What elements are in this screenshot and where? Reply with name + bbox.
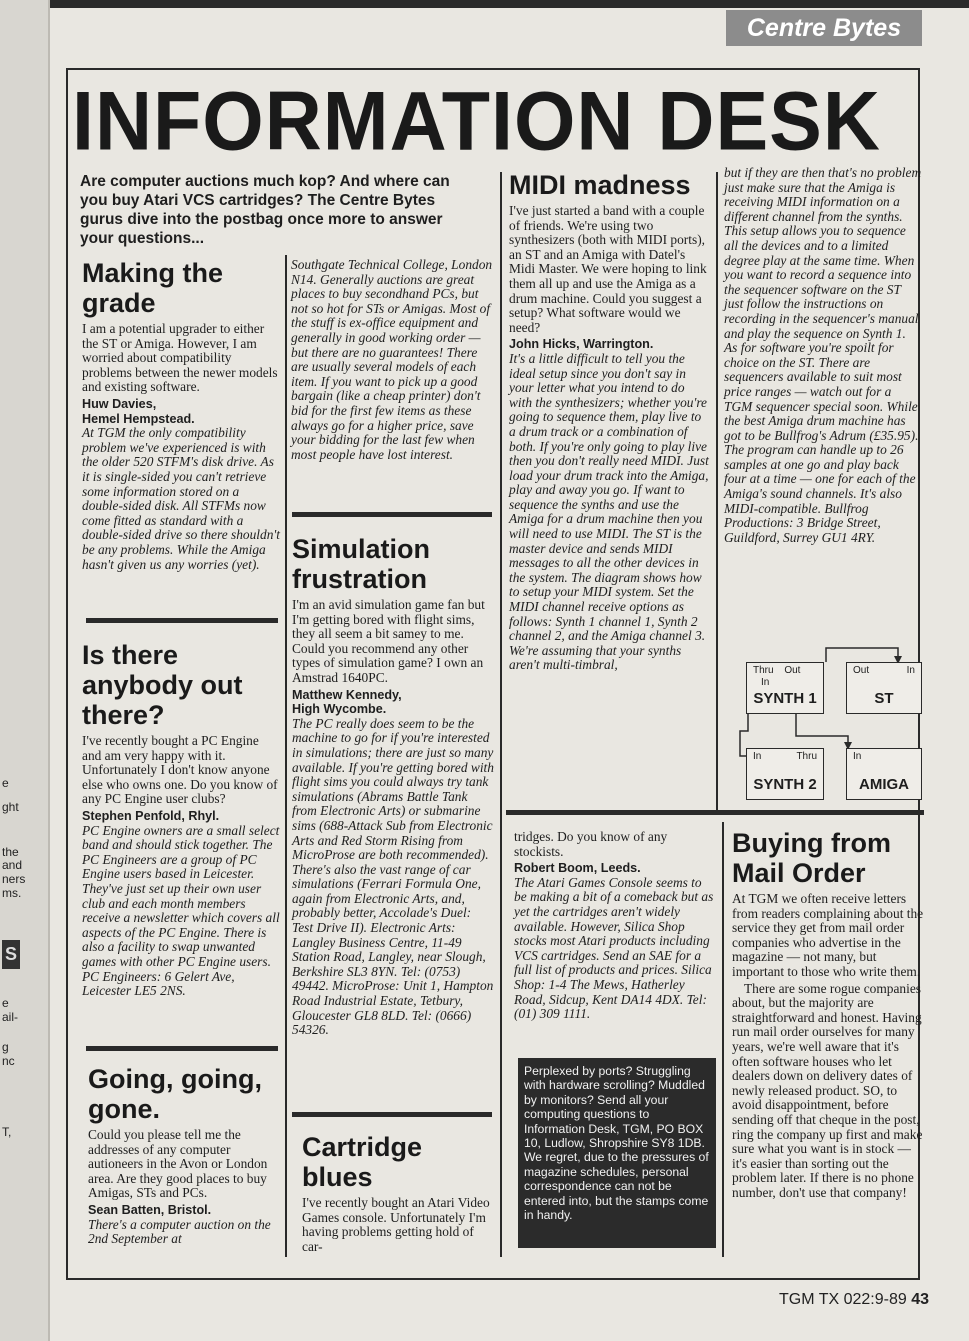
port-label: Out	[853, 665, 870, 676]
port-label: In	[906, 665, 915, 676]
body-text: There are some rogue companies about, but the majority are straightforward and honest. Having run mail order ourselves for many years, we're well aware that it's often software houses who let dealers down on delivery dates of newly released product. SO, to avoid disappointment, before sending off that cheque in the post, ring the company up first and make sure what you want is in stock — it's easier than sorting out the problem later. If there is no phone number, don't use that company!	[732, 980, 923, 1200]
heading-going-going-gone: Going, going, gone.	[88, 1064, 262, 1124]
answer-text: It's a little difficult to tell you the ideal setup since you don't say in your letter what you intend to do with the synthesizers; whether you're going to sequence them, play live to a drum track or a combination of both. If you're only going to play live then you don't really need MIDI. Just load your drum track into the Amiga, play and away you go. If want to sequence the synths and use the Amiga for a drum machine then you will need to use MIDI. The ST is the master device and sends MIDI messages to all the other devices in the system. The diagram shows how to setup your MIDI system. Set the MIDI channel receive options as follows: Synth 1 channel 1, Synth 2 channel 2, and the Amiga channel 3. We're assuming that your synths aren't multi-timbral,	[509, 350, 709, 673]
port-label: In	[853, 751, 862, 762]
answer-text: but if they are then that's no problem just make sure that the Amiga is receiving MIDI information on a different channel from the synths. This setup allows you to sequence all the devices and to a limited degree play at the same time. When you want to record a sequence into the sequencer software on the ST just follow the instructions on recording in the sequencer's manual and play the sequence on Synth 1. As for software you're spoilt for choice on the ST. There are sequencers available to suit most price ranges — watch out for a TGM sequencer special soon. While the best Amiga drum machine has got to be Bullfrog's Adrum (£35.95). The program can handle up to 26 samples at one go and play back four at a time — one for each of the Amiga's sound channels. It's also MIDI-compatible. Bullfrog Productions: 3 Bridge Street, Guildford, Surrey GU1 4RY.	[724, 165, 922, 545]
page-footer	[779, 1291, 929, 1309]
column-rule	[722, 822, 724, 1257]
strip-fragment: ms.	[2, 886, 22, 900]
letter-signature: Robert Boom, Leeds.	[514, 861, 641, 876]
facing-page-strip	[0, 0, 50, 1341]
letter-signature: Stephen Penfold, Rhyl.	[82, 808, 220, 823]
answer-text: There's a computer auction on the 2nd September at	[88, 1216, 271, 1247]
heading-simulation-frustration: Simulation frustration	[292, 534, 431, 594]
letter-text: I am a potential upgrader to either the ST or Amiga. However, I am worried about compatibility problems between the newer models and existing software.	[82, 321, 278, 395]
heading-cartridge-blues: Cartridge blues	[302, 1132, 423, 1192]
port-label: In	[753, 751, 762, 762]
column-4	[724, 166, 922, 547]
strip-fragment: and	[2, 858, 23, 872]
amiga-ports	[853, 751, 915, 763]
section-rule	[86, 1046, 278, 1051]
heading-is-there-anybody-out-there: Is there anybody out there?	[82, 640, 243, 730]
port-label: Thru	[753, 665, 774, 676]
body-text: At TGM we often receive letters from readers complaining about the service they get from mail order companies who advertise in the magazine — not many, but important to those who write them.	[732, 891, 924, 979]
letter-signature: Matthew Kennedy,	[292, 687, 402, 702]
strip-fragment: e	[2, 996, 9, 1010]
letter-signature: High Wycombe.	[292, 702, 387, 717]
synth1-label: SYNTH 1	[753, 690, 817, 707]
heading-making-the-grade: Making the grade	[82, 258, 224, 318]
strip-fragment: S	[2, 940, 20, 969]
column-rule	[500, 172, 502, 1257]
answer-text: The Atari Games Console seems to be making a bit of a comeback but as yet the cartridges aren't widely available. However, Silica Shop stocks most Atari products including VCS cartridges. Send an SAE for a full list of products and prices. Silica Shop: 1-4 The Mews, Hatherley Road, Sidcup, Kent DA14 4DX. Tel: (01) 309 1111.	[514, 874, 714, 1022]
column-3	[509, 170, 709, 675]
column-4b	[732, 828, 924, 1202]
section-rule	[86, 618, 278, 623]
port-label: Out	[784, 665, 801, 676]
letter-signature: Hemel Hempstead.	[82, 411, 195, 426]
heading-midi-madness: MIDI madness	[509, 170, 691, 200]
strip-fragment: T,	[2, 1125, 12, 1139]
port-label: Thru	[796, 751, 817, 762]
section-tag: Centre Bytes	[726, 10, 922, 46]
letter-text: Could you please tell me the addresses of any computer autioneers in the Avon or London area. Are they good places to buy Amigas, STs and PCs.	[88, 1127, 268, 1201]
letter-text: I've just started a band with a couple of friends. We're using two synthesizers (both with MIDI ports), an ST and an Amiga with Datel's Midi Master. We were hoping to link them all up and use the Amiga as a drum machine. Could you suggest a setup? What software would we need?	[509, 203, 707, 335]
synth2-label: SYNTH 2	[753, 776, 817, 793]
section-rule	[292, 1112, 492, 1117]
section-rule	[292, 512, 492, 517]
synth2-ports	[753, 751, 817, 763]
column-2	[291, 258, 493, 464]
strip-fragment: the	[2, 845, 19, 859]
issue-reference: TGM TX 022:9-89	[778, 1291, 907, 1308]
strip-fragment: g	[2, 1040, 9, 1054]
heading-buying-from-mail-order: Buying from Mail Order	[732, 828, 891, 888]
page-title: INFORMATION DESK	[72, 73, 881, 168]
strip-fragment: ail-	[2, 1010, 19, 1024]
contact-boxout: Perplexed by ports? Struggling with hardware scrolling? Muddled by monitors? Send all your computing questions to Information Desk, TGM, PO BOX 10, Ludlow, Shropshire SY8 1DB. We regret, due to the pressures of magazine schedules, personal correspondence can not be entered into, but the stamps come in handy.	[518, 1058, 716, 1248]
strip-fragment: e	[2, 776, 9, 790]
letter-signature: Huw Davies,	[82, 396, 157, 411]
column-1c	[88, 1064, 280, 1249]
amiga-box	[846, 748, 922, 800]
answer-text: Southgate Technical College, London N14. Generally auctions are great places to buy secondhand PCs, but not so hot for STs or Amigas. Most of the stuff is ex-office equipment and generally in good working order — but there are no guarantees! There are usually several models of each item. If you want to pick up a good bargain (like a cheap printer) don't bid for the first few items as these always go for a higher price, save your bidding for the last few when most people have lost interest.	[291, 257, 493, 462]
top-edge-band	[0, 0, 969, 8]
answer-text: The PC really does seem to be the machine to go for if you're interested in simulations; there are just so many available. If you're getting bored with flight sims you could always try tank simulations (Abrams Battle Tank from Electronic Arts) or submarine sims (688-Attack Sub from Electronic Arts and Red Storm Rising from MicroProse are both recommended). There's also the vast range of car simulations (Ferrari Formula One, again from Electronic Arts, and, probably better, Accolade's Duel: Test Drive II). Electronic Arts: Langley Business Centre, 11-49 Station Road, Langley, near Slough, Berkshire SL3 8YN. Tel: (0753) 49442. MicroProse: Unit 1, Hampton Road Industrial Estate, Tetbury, Gloucester GL8 8LD. Tel: (0666) 54326.	[292, 715, 494, 1038]
column-rule	[716, 172, 718, 810]
column-1	[82, 258, 280, 574]
letter-signature: Sean Batten, Bristol.	[88, 1202, 212, 1217]
st-label: ST	[874, 690, 894, 707]
letter-text: tridges. Do you know of any stockists.	[514, 829, 668, 859]
letter-text: I've recently bought an Atari Video Games console. Unfortunately I'm having problems getting hold of car-	[302, 1195, 490, 1254]
midi-diagram	[730, 636, 920, 806]
port-label: In	[761, 677, 770, 688]
column-2b	[292, 534, 494, 1040]
amiga-label: AMIGA	[859, 776, 909, 793]
column-2c	[302, 1132, 494, 1256]
letter-text: I'm an avid simulation game fan but I'm getting bored with flight sims, they all seem a bit samey to me. Could you recommend any other types of simulation game? I own an Amstrad 1640PC.	[292, 597, 485, 685]
answer-text: At TGM the only compatibility problem we've experienced is with the older 520 STFM's disk drive. As it is single-sided you can't retrieve some information stored on a double-sided disk. All STFMs now come fitted as standard with a double-sided drive so there shouldn't be any problems. While the Amiga hasn't given us any worries (yet).	[82, 425, 280, 572]
synth2-box	[746, 748, 824, 800]
answer-text: PC Engine owners are a small select band and should stick together. The PC Engineers are a group of PC Engine users based in Leicester. They've just set up their own user club and each month members receive a newsletter which covers all aspects of the PC Engine. There is also a facility to swap unwanted games with other PC Engine users. PC Engineers: 6 Gelert Ave, Leicester LE5 2NS.	[82, 822, 280, 999]
page-number: 43	[911, 1291, 929, 1308]
strip-fragment: ght	[2, 800, 19, 814]
column-3b	[514, 830, 714, 1024]
section-rule	[506, 810, 924, 815]
st-ports	[853, 665, 915, 677]
column-1b	[82, 640, 280, 1001]
column-rule	[285, 255, 287, 1257]
letter-text: I've recently bought a PC Engine and am very happy with it. Unfortunately I don't know anyone else who owns one. Do you know of any PC Engine user clubs?	[82, 733, 278, 807]
st-box	[846, 662, 922, 714]
synth1-ports	[753, 665, 817, 689]
letter-signature: John Hicks, Warrington.	[509, 337, 654, 352]
intro-standfirst: Are computer auctions much kop? And where can you buy Atari VCS cartridges? The Centre Bytes gurus dive into the postbag once more to answer your questions...	[80, 173, 450, 247]
synth1-box	[746, 662, 824, 714]
strip-fragment: nc	[2, 1054, 15, 1068]
strip-fragment: ners	[2, 872, 26, 886]
